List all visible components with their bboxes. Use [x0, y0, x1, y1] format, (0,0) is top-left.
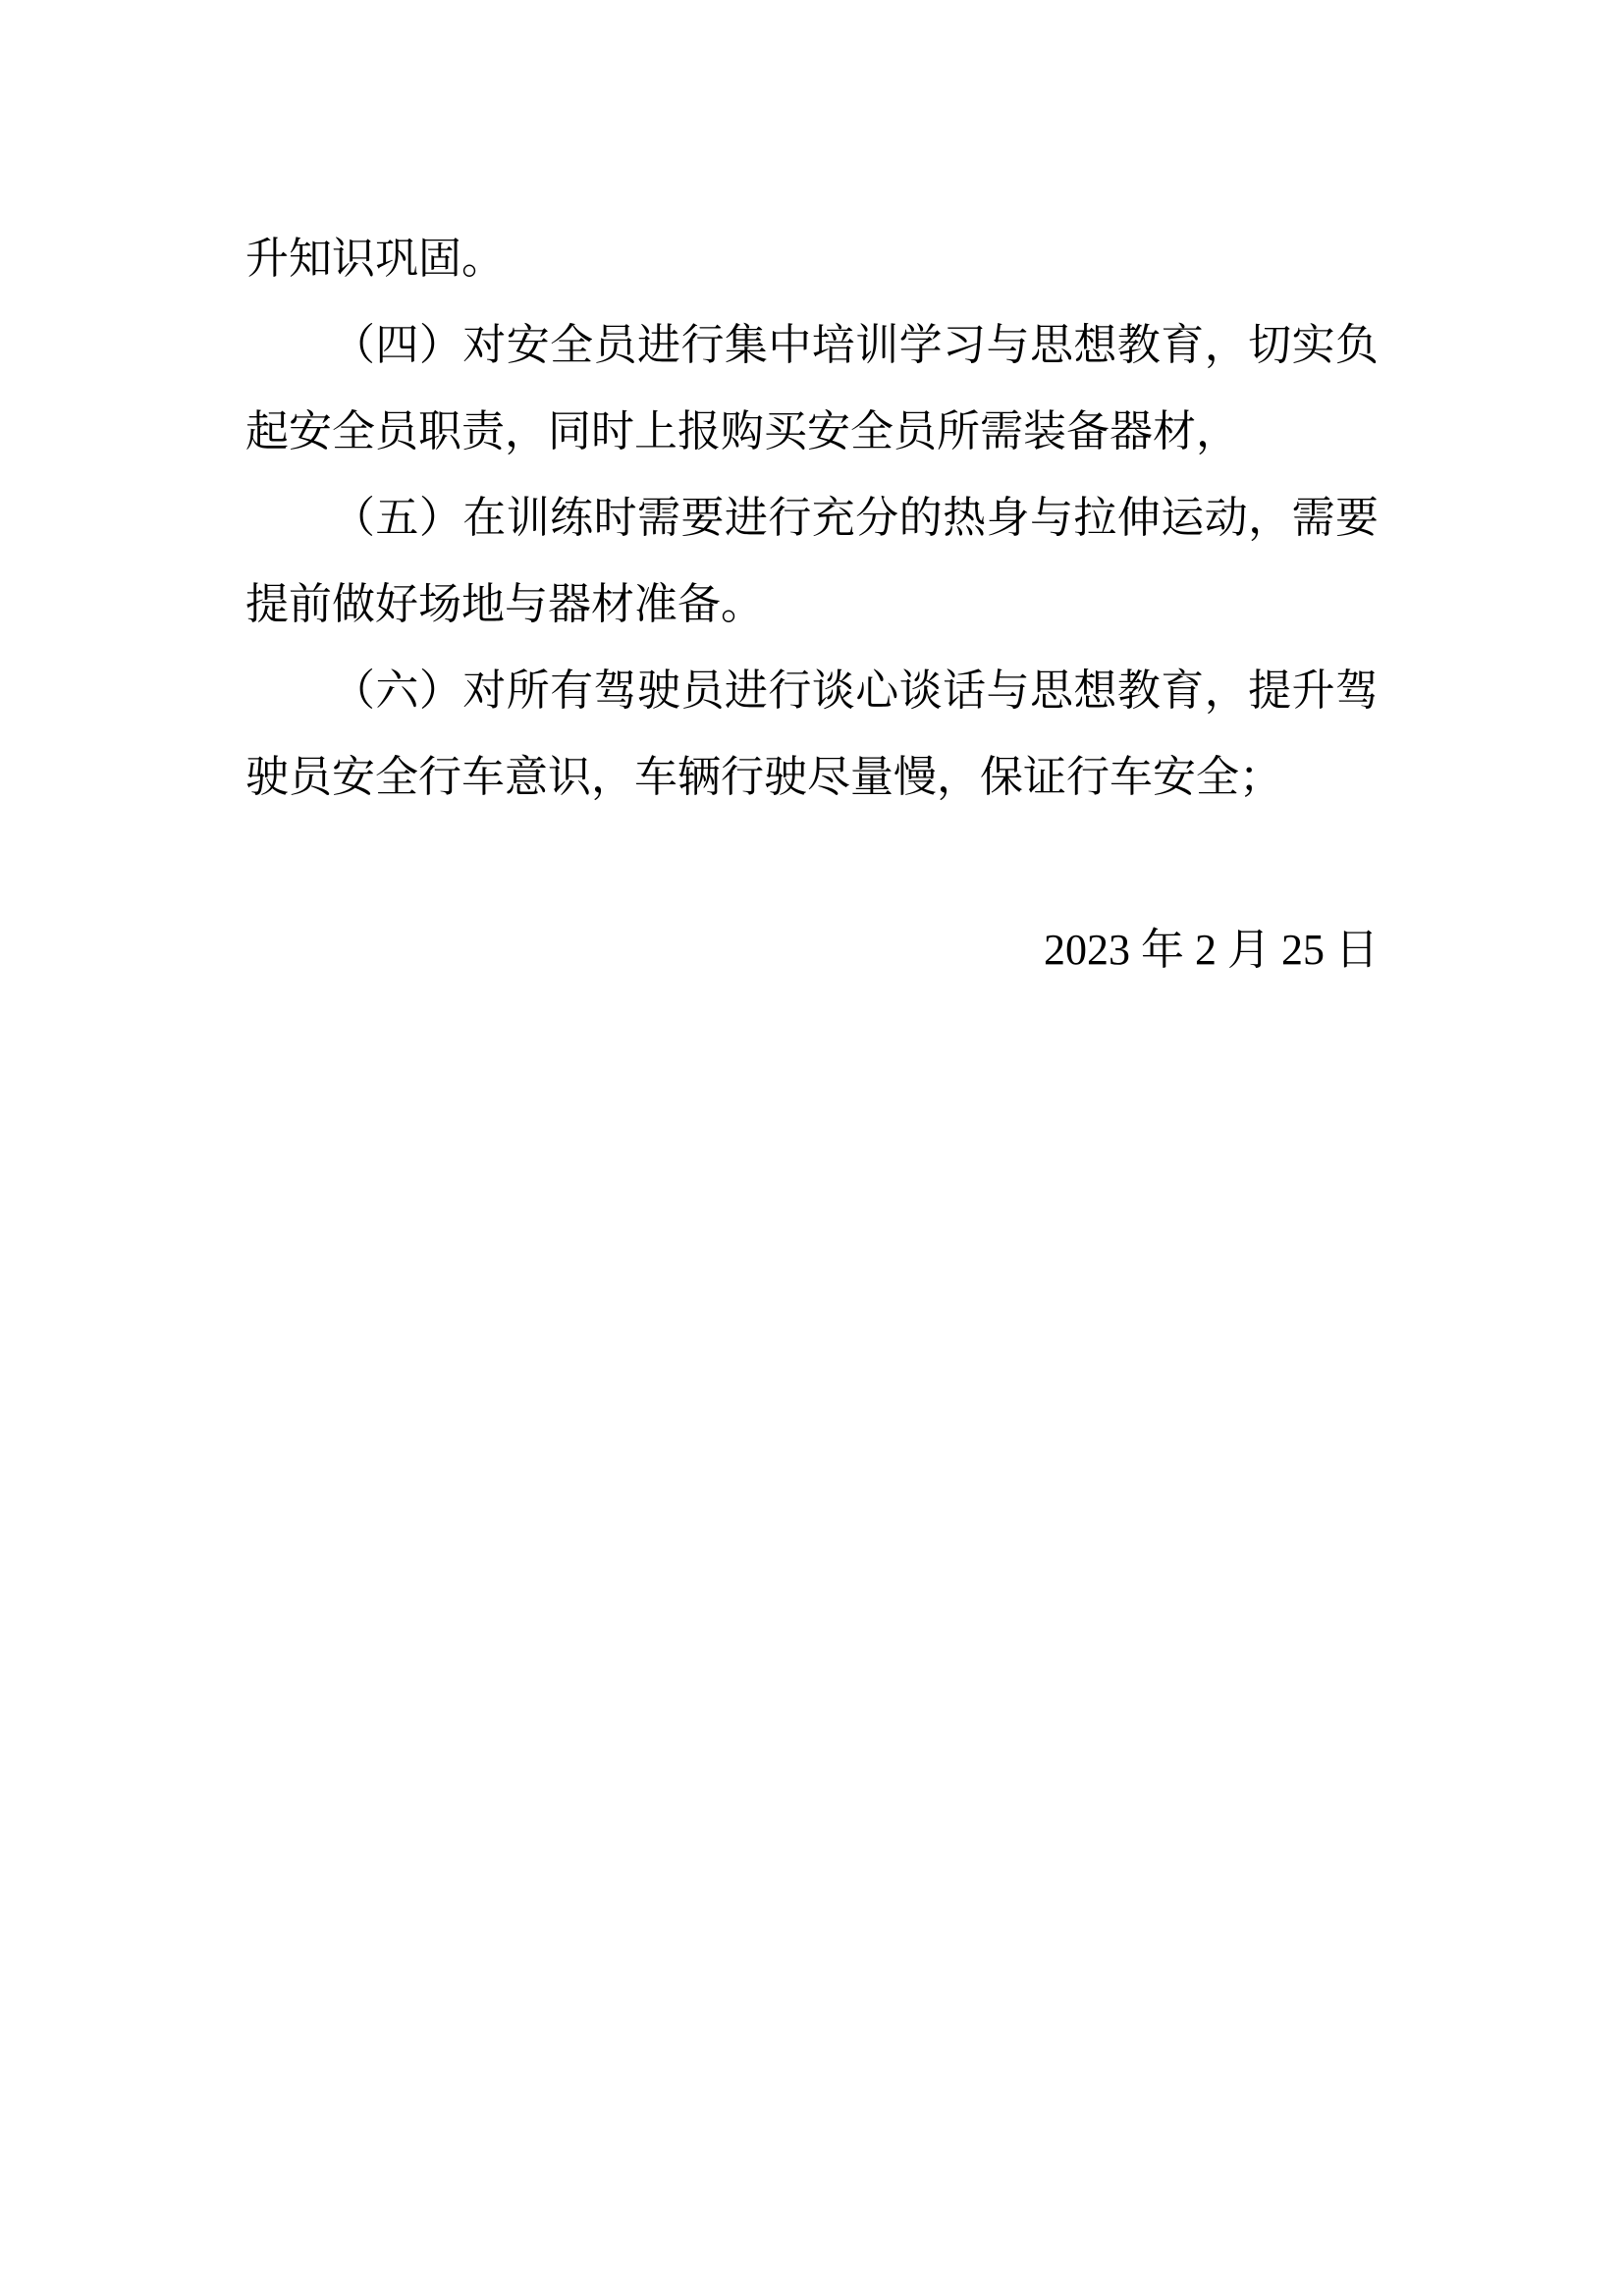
paragraph-item-6: （六）对所有驾驶员进行谈心谈话与思想教育，提升驾驶员安全行车意识，车辆行驶尽量慢，保证行车安全； [245, 667, 1379, 801]
date-line: 2023 年 2 月 25 日 [1044, 926, 1379, 974]
paragraph-item-5: （五）在训练时需要进行充分的热身与拉伸运动，需要提前做好场地与器材准备。 [245, 494, 1379, 628]
document-body [245, 216, 1379, 993]
paragraph-continuation: 升知识巩固。 [245, 235, 505, 283]
paragraph-item-4: （四）对安全员进行集中培训学习与思想教育，切实负起安全员职责，同时上报购买安全员所需装备器材， [245, 321, 1379, 455]
